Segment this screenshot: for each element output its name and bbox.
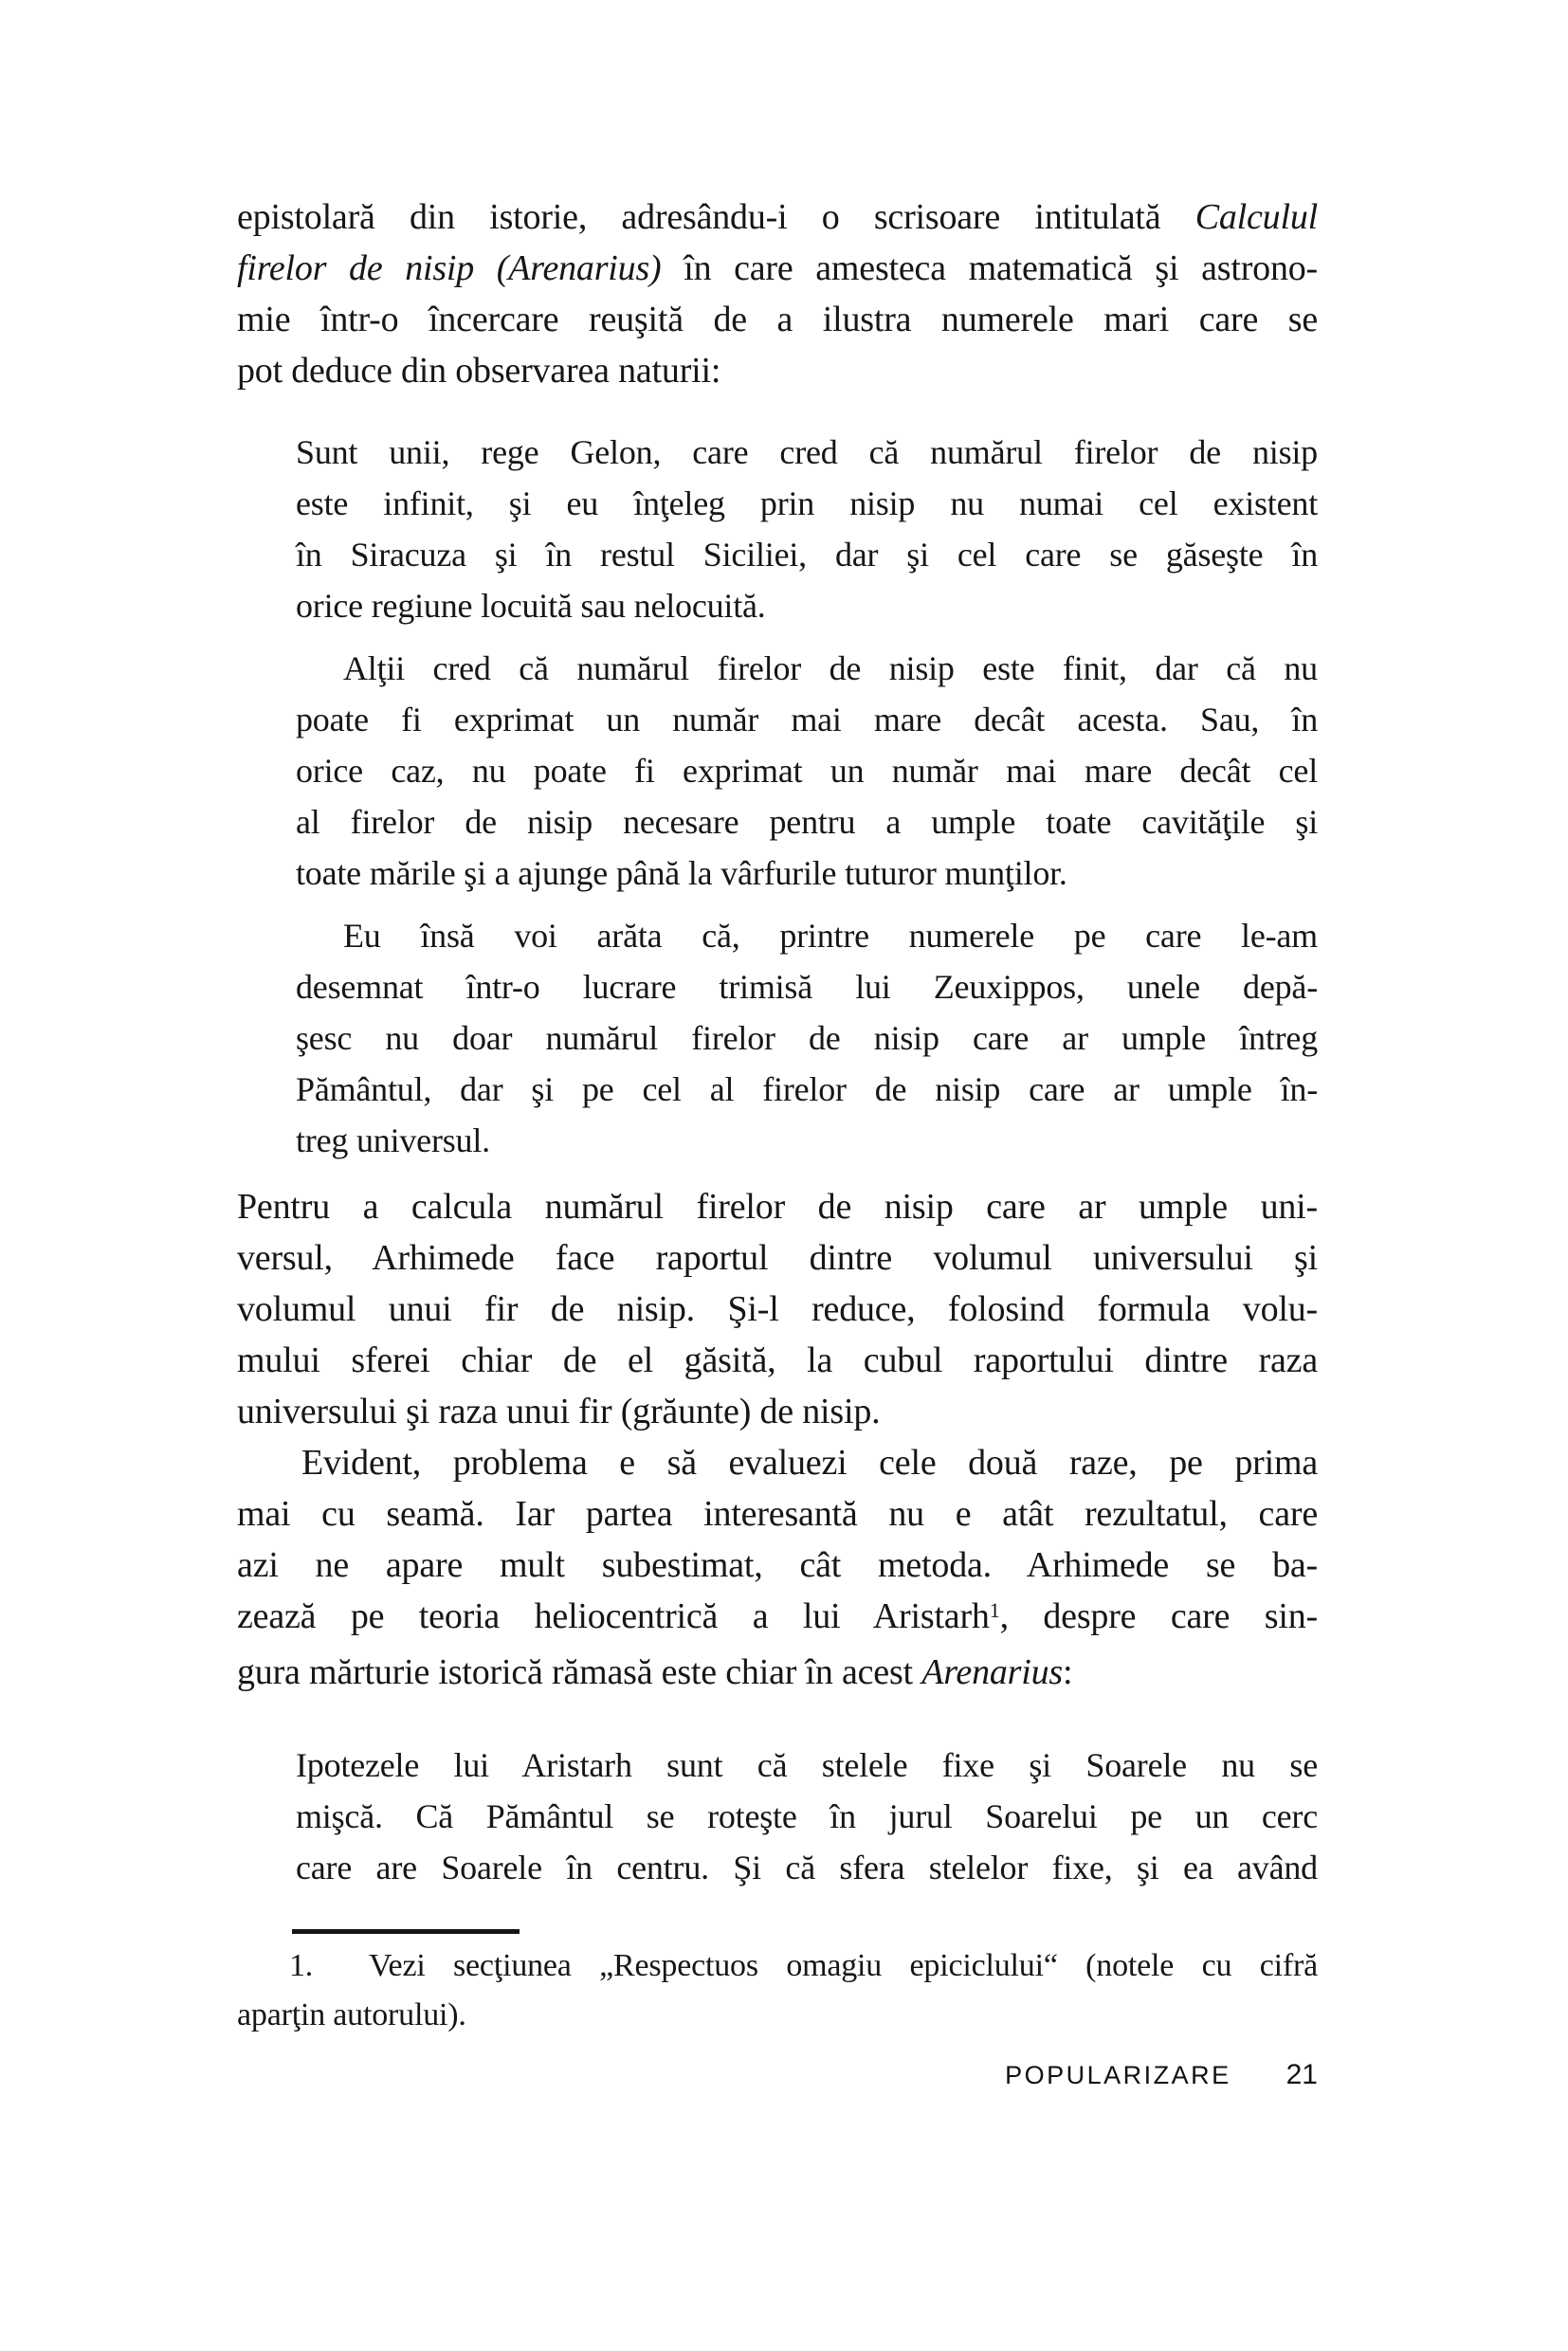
text-segment: , despre care sin- bbox=[999, 1596, 1318, 1636]
footnote bbox=[237, 1941, 1318, 2040]
text-line bbox=[296, 643, 1318, 694]
text-segment: Pentru a calcula numărul firelor de nisip care ar umple uni- bbox=[237, 1187, 1318, 1227]
text-segment: versul, Arhimede face raportul dintre volumul universului şi bbox=[237, 1238, 1318, 1278]
text-segment: în care amesteca matematică şi astrono- bbox=[661, 248, 1319, 288]
text-line bbox=[237, 1991, 1318, 2040]
text-line bbox=[237, 1488, 1318, 1540]
text-segment: mie într-o încercare reuşită de a ilustra numerele mari care se bbox=[237, 300, 1318, 339]
text-segment: mului sferei chiar de el găsită, la cubul raportului dintre raza bbox=[237, 1340, 1318, 1380]
text-segment: mai cu seamă. Iar partea interesantă nu e atât rezultatul, care bbox=[237, 1494, 1318, 1534]
text-line bbox=[296, 1115, 1318, 1166]
text-line bbox=[296, 1064, 1318, 1115]
text-line bbox=[296, 961, 1318, 1012]
body-paragraph bbox=[237, 191, 1318, 396]
text-line bbox=[296, 1740, 1318, 1791]
page-number: 21 bbox=[1285, 2059, 1318, 2090]
text-line bbox=[296, 580, 1318, 631]
text-line bbox=[237, 1540, 1318, 1591]
text-line bbox=[296, 1012, 1318, 1064]
body-paragraph bbox=[237, 1437, 1318, 1698]
text-segment: desemnat într-o lucrare trimisă lui Zeuxippos, unele depă- bbox=[296, 968, 1318, 1006]
text-line bbox=[296, 796, 1318, 847]
text-line bbox=[237, 243, 1318, 294]
text-line bbox=[296, 1842, 1318, 1893]
text-segment: universului şi raza unui fir (grăunte) de nisip. bbox=[237, 1392, 881, 1431]
text-line bbox=[237, 1284, 1318, 1335]
text-segment: azi ne apare mult subestimat, cât metoda. Arhimede se ba- bbox=[237, 1545, 1318, 1585]
text-segment: epistolară din istorie, adresându-i o scrisoare intitulată bbox=[237, 197, 1195, 237]
text-line bbox=[237, 1181, 1318, 1232]
text-line bbox=[296, 745, 1318, 796]
text-segment: gura mărturie istorică rămasă este chiar în acest bbox=[237, 1652, 922, 1692]
quote-paragraph bbox=[296, 643, 1318, 899]
text-line bbox=[296, 1791, 1318, 1842]
text-segment: în Siracuza şi în restul Siciliei, dar şi cel care se găseşte în bbox=[296, 536, 1318, 574]
text-segment: volumul unui fir de nisip. Şi-l reduce, folosind formula volu- bbox=[237, 1289, 1318, 1329]
text-line bbox=[296, 694, 1318, 745]
text-segment: care are Soarele în centru. Şi că sfera stelelor fixe, şi ea având bbox=[296, 1849, 1318, 1886]
footnote-rule bbox=[292, 1929, 520, 1934]
text-segment: Sunt unii, rege Gelon, care cred că numărul firelor de nisip bbox=[296, 433, 1318, 471]
text-segment: Eu însă voi arăta că, printre numerele pe care le-am bbox=[343, 917, 1318, 955]
text-segment: zează pe teoria heliocentrică a lui Aristarh bbox=[237, 1596, 990, 1636]
quote-block bbox=[296, 1740, 1318, 1893]
text-segment: mişcă. Că Pământul se roteşte în jurul Soarelui pe un cerc bbox=[296, 1797, 1318, 1835]
running-head: POPULARIZARE bbox=[1005, 2061, 1231, 2089]
text-line bbox=[237, 1386, 1318, 1437]
text-line bbox=[237, 1437, 1318, 1488]
text-line bbox=[296, 910, 1318, 961]
italic-text-segment: Arenarius bbox=[921, 1652, 1064, 1692]
text-line bbox=[237, 1647, 1318, 1698]
text-line bbox=[296, 478, 1318, 529]
body-text-block bbox=[237, 191, 1318, 396]
text-segment: Ipotezele lui Aristarh sunt că stelele fixe şi Soarele nu se bbox=[296, 1746, 1318, 1784]
text-line bbox=[296, 427, 1318, 478]
text-segment: Evident, problema e să evaluezi cele două raze, pe prima bbox=[301, 1443, 1318, 1483]
text-segment: poate fi exprimat un număr mai mare decât acesta. Sau, în bbox=[296, 701, 1318, 738]
text-line bbox=[237, 1591, 1318, 1647]
text-segment: aparţin autorului). bbox=[237, 1997, 466, 2032]
text-segment: Pământul, dar şi pe cel al firelor de nisip care ar umple în- bbox=[296, 1070, 1318, 1108]
text-line bbox=[296, 529, 1318, 580]
quote-paragraph bbox=[296, 1740, 1318, 1893]
body-paragraph bbox=[237, 1181, 1318, 1437]
body-text-block bbox=[237, 1181, 1318, 1698]
text-segment: toate mările şi a ajunge până la vârfurile tuturor munţilor. bbox=[296, 854, 1067, 892]
quote-block bbox=[296, 427, 1318, 1166]
page-footer bbox=[237, 2059, 1318, 2091]
text-line bbox=[237, 1941, 1318, 1991]
text-segment: orice caz, nu poate fi exprimat un număr mai mare decât cel bbox=[296, 752, 1318, 790]
text-line bbox=[237, 1335, 1318, 1386]
text-segment: pot deduce din observarea naturii: bbox=[237, 351, 721, 391]
italic-text-segment: firelor de nisip (Arenarius) bbox=[237, 248, 662, 288]
text-segment: orice regiune locuită sau nelocuită. bbox=[296, 587, 766, 625]
text-line bbox=[237, 191, 1318, 243]
text-segment: treg universul. bbox=[296, 1121, 490, 1159]
quote-paragraph bbox=[296, 910, 1318, 1166]
text-column bbox=[237, 191, 1318, 2040]
text-segment: Alţii cred că numărul firelor de nisip este finit, dar că nu bbox=[343, 649, 1318, 687]
text-segment: şesc nu doar numărul firelor de nisip care ar umple întreg bbox=[296, 1019, 1318, 1057]
text-segment: : bbox=[1063, 1652, 1073, 1692]
text-segment: 1. Vezi secţiunea „Respectuos omagiu epiciclului“ (notele cu cifră bbox=[289, 1948, 1318, 1983]
quote-paragraph bbox=[296, 427, 1318, 631]
text-segment: este infinit, şi eu înţeleg prin nisip nu numai cel existent bbox=[296, 484, 1318, 522]
text-line bbox=[237, 1232, 1318, 1284]
text-line bbox=[237, 294, 1318, 345]
text-line bbox=[296, 847, 1318, 899]
italic-text-segment: Calculul bbox=[1194, 197, 1318, 237]
text-line bbox=[237, 345, 1318, 396]
footnote-marker: 1 bbox=[989, 1597, 1000, 1622]
text-segment: al firelor de nisip necesare pentru a umple toate cavităţile şi bbox=[296, 803, 1318, 841]
